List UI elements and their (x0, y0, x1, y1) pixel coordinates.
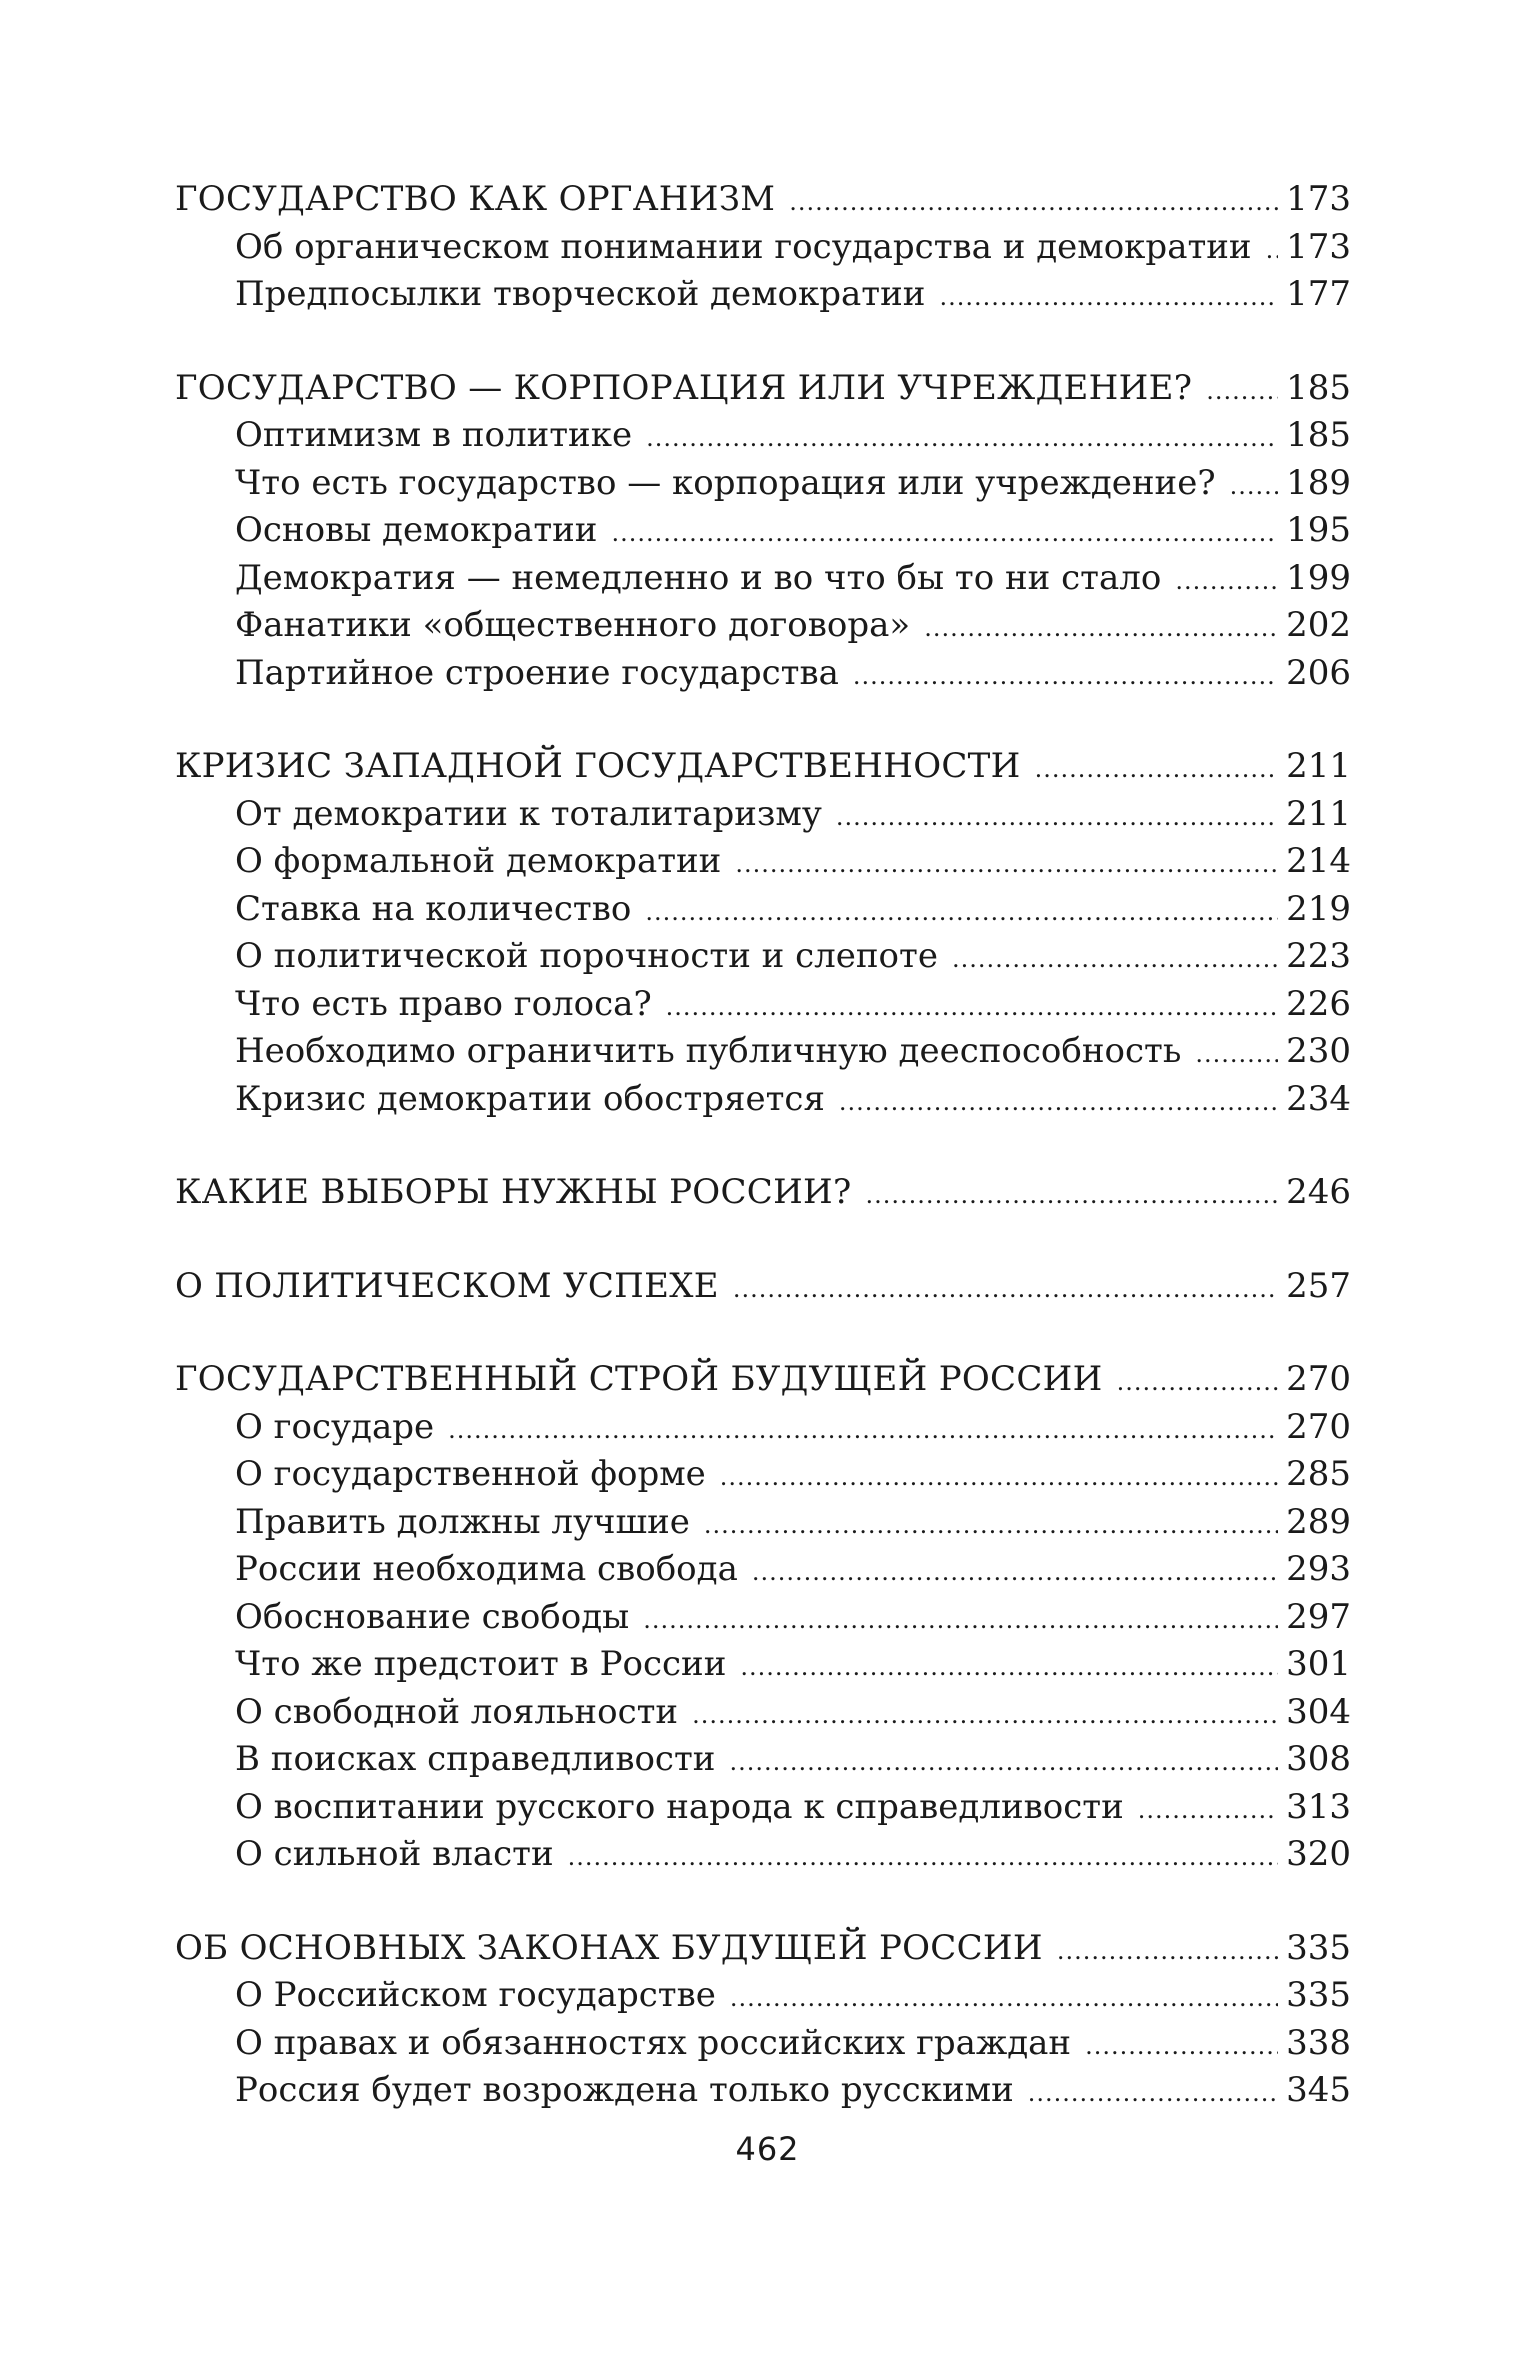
page-number: 462 (735, 2130, 800, 2168)
toc-subsection-entry-title: Необходимо ограничить публичную дееспособность (235, 1031, 1182, 1071)
toc-subsection-entry[interactable] (175, 1499, 1351, 1547)
dot-leader (1138, 1787, 1278, 1835)
toc-subsection-entry-title: Оптимизм в политике (235, 415, 633, 455)
toc-subsection-entry-title: Демократия — немедленно и во что бы то ни стало (235, 557, 1162, 598)
toc-subsection-entry[interactable] (175, 838, 1351, 886)
toc-chapter-entry[interactable] (175, 1925, 1351, 1973)
dot-leader (720, 1454, 1278, 1502)
toc-subsection-entry[interactable] (175, 555, 1351, 603)
toc-subsection-entry[interactable] (175, 886, 1351, 934)
toc-subsection-entry[interactable] (175, 1451, 1351, 1499)
toc-chapter-entry[interactable] (175, 176, 1351, 224)
toc-subsection-entry-page-number: 195 (1286, 510, 1351, 550)
dot-leader (730, 1975, 1278, 2023)
toc-section (175, 1356, 1351, 1879)
toc-subsection-entry-title: Россия будет возрождена только русскими (235, 2070, 1014, 2110)
toc-subsection-entry[interactable] (175, 2067, 1351, 2115)
toc-chapter-entry-title: ОБ ОСНОВНЫХ ЗАКОНАХ БУДУЩЕЙ РОССИИ (175, 1927, 1043, 1968)
dot-leader (1175, 558, 1278, 606)
dot-leader (939, 274, 1278, 322)
toc-subsection-entry-title: В поисках справедливости (235, 1739, 716, 1779)
toc-subsection-entry-page-number: 338 (1286, 2022, 1351, 2063)
toc-subsection-entry[interactable] (175, 1641, 1351, 1689)
toc-subsection-entry-page-number: 230 (1286, 1031, 1351, 1071)
toc-subsection-entry[interactable] (175, 1546, 1351, 1594)
toc-subsection-entry[interactable] (175, 1594, 1351, 1642)
toc-chapter-entry[interactable] (175, 743, 1351, 791)
toc-subsection-entry[interactable] (175, 1028, 1351, 1076)
toc-chapter-entry[interactable] (175, 1169, 1351, 1217)
toc-subsection-entry-page-number: 308 (1286, 1739, 1351, 1779)
toc-subsection-entry-page-number: 289 (1286, 1501, 1351, 1542)
toc-chapter-entry-page-number: 270 (1286, 1359, 1351, 1399)
toc-subsection-entry-title: Основы демократии (235, 510, 598, 550)
toc-subsection-entry[interactable] (175, 412, 1351, 460)
toc-subsection-entry[interactable] (175, 507, 1351, 555)
toc-subsection-entry-page-number: 223 (1286, 936, 1351, 976)
toc-subsection-entry-title: О государе (235, 1406, 435, 1447)
toc-chapter-entry-page-number: 335 (1286, 1927, 1351, 1968)
toc-subsection-entry-title: О Российском государстве (235, 1975, 716, 2015)
dot-leader (704, 1502, 1278, 1550)
toc-subsection-entry-title: Кризис демократии обостряется (235, 1078, 825, 1119)
toc-subsection-entry-page-number: 304 (1286, 1691, 1351, 1732)
dot-leader (1266, 227, 1278, 275)
toc-section (175, 743, 1351, 1123)
toc-subsection-entry[interactable] (175, 1736, 1351, 1784)
toc-subsection-entry-page-number: 335 (1286, 1975, 1351, 2015)
toc-subsection-entry-page-number: 219 (1286, 888, 1351, 929)
toc-section (175, 365, 1351, 698)
toc-chapter-entry-page-number: 246 (1286, 1172, 1351, 1212)
toc-subsection-entry-page-number: 320 (1286, 1834, 1351, 1874)
toc-subsection-entry-page-number: 177 (1286, 274, 1351, 314)
toc-chapter-entry-page-number: 173 (1286, 179, 1351, 219)
toc-subsection-entry-title: Фанатики «общественного договора» (235, 605, 911, 645)
toc-subsection-entry-page-number: 189 (1286, 462, 1351, 503)
toc-subsection-entry[interactable] (175, 271, 1351, 319)
dot-leader (836, 794, 1278, 842)
toc-subsection-entry-page-number: 293 (1286, 1549, 1351, 1589)
toc-subsection-entry-title: Предпосылки творческой демократии (235, 274, 926, 314)
dot-leader (839, 1079, 1278, 1127)
toc-subsection-entry[interactable] (175, 2020, 1351, 2068)
toc-subsection-entry-page-number: 226 (1286, 983, 1351, 1024)
toc-subsection-entry-page-number: 301 (1286, 1644, 1351, 1684)
toc-chapter-entry-title: КРИЗИС ЗАПАДНОЙ ГОСУДАРСТВЕННОСТИ (175, 746, 1021, 786)
dot-leader (866, 1172, 1279, 1220)
dot-leader (645, 889, 1278, 937)
toc-chapter-entry-page-number: 185 (1286, 367, 1351, 408)
toc-chapter-entry-title: ГОСУДАРСТВЕННЫЙ СТРОЙ БУДУЩЕЙ РОССИИ (175, 1359, 1103, 1399)
toc-subsection-entry[interactable] (175, 1831, 1351, 1879)
toc-subsection-entry-title: О сильной власти (235, 1834, 554, 1874)
toc-subsection-entry-page-number: 234 (1286, 1078, 1351, 1119)
dot-leader (924, 605, 1278, 653)
toc-subsection-entry-title: Что есть государство — корпорация или учреждение? (235, 462, 1216, 503)
toc-subsection-entry[interactable] (175, 1076, 1351, 1124)
toc-section (175, 1169, 1351, 1217)
dot-leader (752, 1549, 1278, 1597)
toc-subsection-entry[interactable] (175, 1784, 1351, 1832)
toc-section (175, 1925, 1351, 2115)
toc-subsection-entry-page-number: 185 (1286, 415, 1351, 455)
dot-leader (1028, 2070, 1278, 2118)
toc-chapter-entry-title: КАКИЕ ВЫБОРЫ НУЖНЫ РОССИИ? (175, 1172, 852, 1212)
toc-subsection-entry-page-number: 202 (1286, 605, 1351, 645)
toc-subsection-entry-title: О политической порочности и слепоте (235, 936, 938, 976)
toc-subsection-entry[interactable] (175, 981, 1351, 1029)
dot-leader (666, 984, 1278, 1032)
toc-subsection-entry-page-number: 206 (1286, 652, 1351, 693)
toc-subsection-entry[interactable] (175, 224, 1351, 272)
dot-leader (611, 510, 1278, 558)
dot-leader (568, 1834, 1278, 1882)
toc-subsection-entry[interactable] (175, 1404, 1351, 1452)
toc-subsection-entry-page-number: 199 (1286, 557, 1351, 598)
toc-subsection-entry-title: О воспитании русского народа к справедливости (235, 1786, 1124, 1827)
toc-subsection-entry-page-number: 270 (1286, 1406, 1351, 1447)
toc-subsection-entry-page-number: 313 (1286, 1786, 1351, 1827)
toc-subsection-entry-title: Что же предстоит в России (235, 1644, 727, 1684)
toc-subsection-entry[interactable] (175, 602, 1351, 650)
toc-subsection-entry-title: Что есть право голоса? (235, 983, 652, 1024)
toc-chapter-entry-title: ГОСУДАРСТВО КАК ОРГАНИЗМ (175, 179, 776, 219)
toc-subsection-entry-page-number: 211 (1286, 793, 1351, 834)
toc-chapter-entry[interactable] (175, 1263, 1351, 1311)
dot-leader (733, 1266, 1278, 1314)
dot-leader (1206, 368, 1278, 416)
dot-leader (1230, 463, 1279, 511)
toc-subsection-entry-page-number: 214 (1286, 841, 1351, 881)
toc-subsection-entry[interactable] (175, 650, 1351, 698)
toc-subsection-entry-page-number: 285 (1286, 1454, 1351, 1494)
dot-leader (643, 1597, 1278, 1645)
dot-leader (952, 936, 1278, 984)
dot-leader (1085, 2023, 1278, 2071)
dot-leader (692, 1692, 1278, 1740)
toc-subsection-entry-title: О свободной лояльности (235, 1691, 679, 1732)
dot-leader (853, 653, 1278, 701)
dot-leader (1195, 1031, 1278, 1079)
dot-leader (735, 841, 1278, 889)
toc-subsection-entry-title: О правах и обязанностях российских граждан (235, 2022, 1072, 2063)
toc-section (175, 176, 1351, 319)
toc-subsection-entry[interactable] (175, 1972, 1351, 2020)
dot-leader (740, 1644, 1278, 1692)
toc-subsection-entry-title: О государственной форме (235, 1454, 706, 1494)
toc-subsection-entry[interactable] (175, 791, 1351, 839)
toc-chapter-entry-title: О ПОЛИТИЧЕСКОМ УСПЕХЕ (175, 1265, 719, 1306)
toc-subsection-entry-title: Ставка на количество (235, 888, 632, 929)
dot-leader (646, 415, 1278, 463)
toc-chapter-entry[interactable] (175, 365, 1351, 413)
toc-subsection-entry[interactable] (175, 460, 1351, 508)
toc-subsection-entry-title: России необходима свобода (235, 1549, 738, 1589)
toc-chapter-entry-page-number: 211 (1286, 746, 1351, 786)
toc-subsection-entry-title: Править должны лучшие (235, 1501, 690, 1542)
toc-subsection-entry-title: Партийное строение государства (235, 652, 839, 693)
dot-leader (789, 179, 1278, 227)
dot-leader (1117, 1359, 1279, 1407)
dot-leader (1035, 746, 1278, 794)
toc-subsection-entry-title: Обоснование свободы (235, 1596, 630, 1637)
toc-subsection-entry-title: О формальной демократии (235, 841, 722, 881)
dot-leader (1057, 1928, 1278, 1976)
toc-subsection-entry-page-number: 345 (1286, 2070, 1351, 2110)
toc-section (175, 1263, 1351, 1311)
dot-leader (729, 1739, 1278, 1787)
dot-leader (448, 1407, 1278, 1455)
table-of-contents (175, 176, 1351, 2161)
toc-subsection-entry-title: Об органическом понимании государства и демократии (235, 226, 1252, 267)
toc-subsection-entry-title: От демократии к тоталитаризму (235, 793, 822, 834)
toc-subsection-entry-page-number: 173 (1286, 226, 1351, 267)
toc-chapter-entry[interactable] (175, 1356, 1351, 1404)
toc-chapter-entry-title: ГОСУДАРСТВО — КОРПОРАЦИЯ ИЛИ УЧРЕЖДЕНИЕ? (175, 367, 1193, 408)
toc-subsection-entry[interactable] (175, 933, 1351, 981)
toc-subsection-entry-page-number: 297 (1286, 1596, 1351, 1637)
toc-chapter-entry-page-number: 257 (1286, 1265, 1351, 1306)
toc-subsection-entry[interactable] (175, 1689, 1351, 1737)
